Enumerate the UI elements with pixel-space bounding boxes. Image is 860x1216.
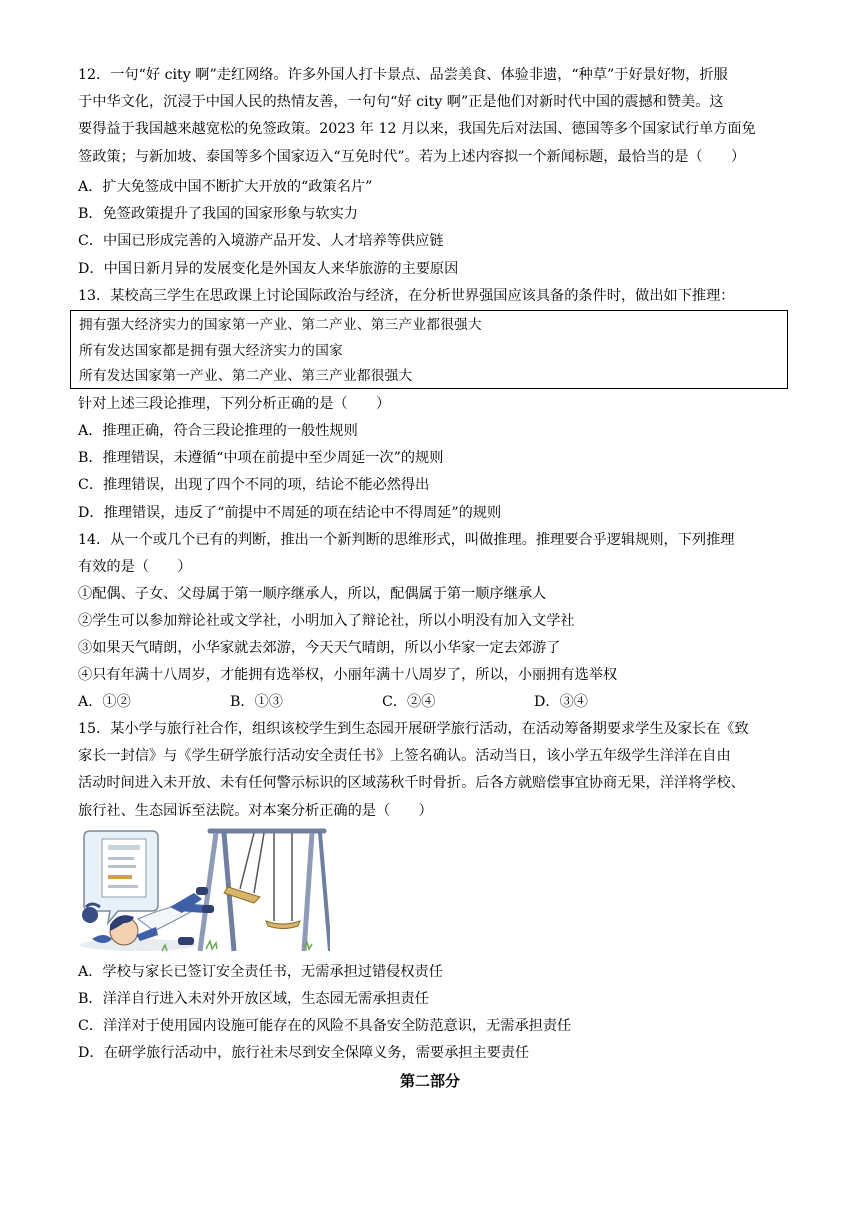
question-13-question: 针对上述三段论推理，下列分析正确的是（ ） <box>78 396 391 412</box>
question-15-option-d: D．在研学旅行活动中，旅行社未尽到安全保障义务，需要承担主要责任 <box>78 1045 530 1061</box>
question-14-choice-c: C．②④ <box>382 694 436 710</box>
syllogism-box <box>70 310 788 389</box>
question-12-line: 12．一句“好 city 啊”走红网络。许多外国人打卡景点、品尝美食、体验非遗，“种草”于好景好物，折服 <box>78 67 728 83</box>
question-14-item-1: ①配偶、子女、父母属于第一顺序继承人，所以，配偶属于第一顺序继承人 <box>78 586 547 602</box>
question-15-line: 活动时间进入未开放、未有任何警示标识的区域荡秋千时骨折。后各方就赔偿事宜协商无果，洋洋将学校、 <box>78 775 745 792</box>
question-15-stem <box>78 716 788 825</box>
syllogism-major-premise: 拥有强大经济实力的国家第一产业、第二产业、第三产业都很强大 <box>79 317 482 333</box>
question-14-choices <box>78 689 798 716</box>
question-13-stem: 13．某校高三学生在思政课上讨论国际政治与经济，在分析世界强国应该具备的条件时，做出如下推理： <box>78 288 735 304</box>
question-14-line: 14．从一个或几个已有的判断，推出一个新判断的思维形式，叫做推理。推理要合乎逻辑规则，下列推理 <box>78 532 735 548</box>
question-12-line: 于中华文化，沉浸于中国人民的热情友善，一句句“好 city 啊”正是他们对新时代中国的震撼和赞美。这 <box>78 94 724 111</box>
question-15-line: 家长一封信》与《学生研学旅行活动安全责任书》上签名确认。活动当日，该小学五年级学生洋洋在自由 <box>78 748 731 765</box>
question-14-item-3: ③如果天气晴朗，小华家就去郊游，今天天气晴朗，所以小华家一定去郊游了 <box>78 640 561 656</box>
question-15-line: 旅行社、生态园诉至法院。对本案分析正确的是（ ） <box>78 802 433 819</box>
question-13-option-b: B．推理错误，未遵循“中项在前提中至少周延一次”的规则 <box>78 450 444 466</box>
swing-icon <box>200 831 330 951</box>
question-15-option-c: C．洋洋对于使用园内设施可能存在的风险不具备安全防范意识，无需承担责任 <box>78 1018 572 1034</box>
question-12-stem <box>78 62 788 171</box>
swing-accident-illustration <box>78 827 330 955</box>
syllogism-conclusion: 所有发达国家第一产业、第二产业、第三产业都很强大 <box>79 368 413 384</box>
question-12-option-a: A．扩大免签成中国不断扩大开放的“政策名片” <box>78 179 373 195</box>
question-14-item-2: ②学生可以参加辩论社或文学社，小明加入了辩论社，所以小明没有加入文学社 <box>78 613 575 629</box>
section-title: 第二部分 <box>399 1072 460 1090</box>
question-15-option-a: A．学校与家长已签订安全责任书，无需承担过错侵权责任 <box>78 964 443 980</box>
question-14-choice-a: A．①② <box>78 694 131 710</box>
question-12-line: 签政策；与新加坡、泰国等多个国家迈入“互免时代”。若为上述内容拟一个新闻标题，最恰当的是（ ） <box>78 148 746 165</box>
question-13-option-d: D．推理错误，违反了“前提中不周延的项在结论中不得周延”的规则 <box>78 505 502 521</box>
question-12-line: 要得益于我国越来越宽松的免签政策。2023 年 12 月以来，我国先后对法国、德国等多个国家试行单方面免 <box>78 121 756 138</box>
question-13-option-a: A．推理正确，符合三段论推理的一般性规则 <box>78 423 358 439</box>
question-14-choice-b: B．①③ <box>230 694 283 710</box>
question-14-item-4: ④只有年满十八周岁，才能拥有选举权，小丽年满十八周岁了，所以，小丽拥有选举权 <box>78 667 618 683</box>
question-14-choice-d: D．③④ <box>534 694 588 710</box>
question-15-option-b: B．洋洋自行进入未对外开放区域，生态园无需承担责任 <box>78 991 429 1007</box>
syllogism-minor-premise: 所有发达国家都是拥有强大经济实力的国家 <box>79 342 343 359</box>
question-15-line: 15．某小学与旅行社合作，组织该校学生到生态园开展研学旅行活动，在活动筹备期要求学生及家长在《致 <box>78 721 749 737</box>
question-14-stem <box>78 527 788 581</box>
question-12-option-c: C．中国已形成完善的入境游产品开发、人才培养等供应链 <box>78 233 444 249</box>
question-12-option-d: D．中国日新月异的发展变化是外国友人来华旅游的主要原因 <box>78 261 459 277</box>
question-12-option-b: B．免签政策提升了我国的国家形象与软实力 <box>78 206 358 222</box>
question-14-line: 有效的是（ ） <box>78 559 192 576</box>
question-13-option-c: C．推理错误，出现了四个不同的项，结论不能必然得出 <box>78 477 430 493</box>
